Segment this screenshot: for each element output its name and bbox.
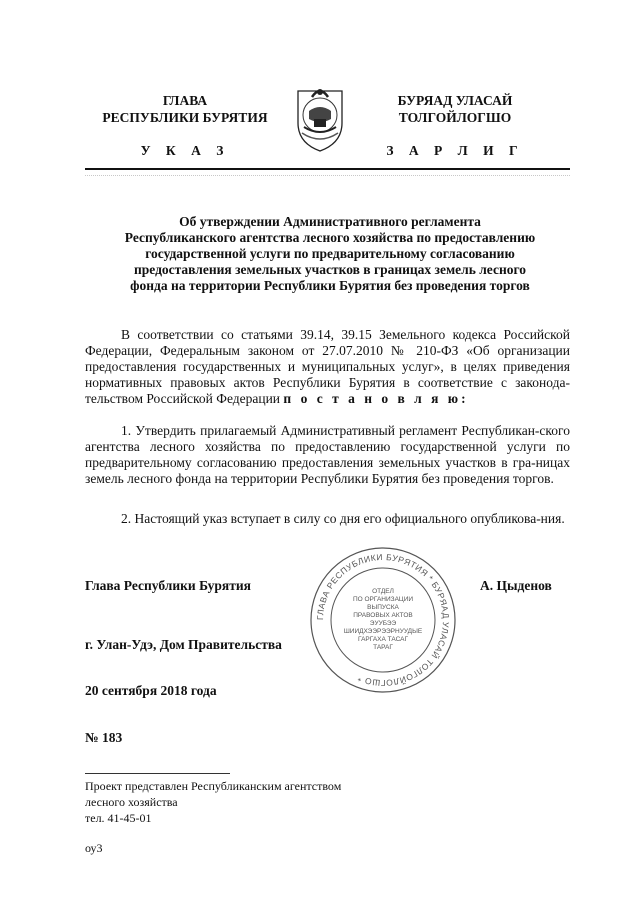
decree-date: 20 сентября 2018 года: [85, 683, 217, 698]
item-1-paragraph: 1. Утвердить прилагаемый Административный регламент Республикан-ского агентства лесного хозяйства по предоставлению государственной услуги по предварительному согласованию предоставления земельных участков в гра-ницах земель лесного фонда на территории Республики Бурятия без проведения торгов.: [85, 423, 570, 486]
stamp-center-line: ПРАВОВЫХ АКТОВ: [353, 612, 413, 619]
title-line: государственной услуги по предварительному согласованию: [145, 246, 515, 261]
title-line: предоставления земельных участков в границах земель лесного: [133, 262, 527, 277]
decree-word: п о с т а н о в л я ю:: [283, 391, 469, 406]
document-title: [100, 214, 560, 294]
preamble-paragraph: [85, 327, 570, 407]
preamble-text: В соответствии со статьями 39.14, 39.15 Земельного кодекса Российской Федерации, Федеральным законом от 27.07.2010 № 210-ФЗ «Об организации предоставления государственных и муниципальных услуг», в целях приведения нормативных правовых актов Республики Бурятия в соответствие с законода-тельством Российской Федерации: [85, 327, 570, 406]
place-of-signing: г. Улан-Удэ, Дом Правительства: [85, 637, 282, 652]
header-left-line2: РЕСПУБЛИКИ БУРЯТИЯ: [102, 110, 268, 125]
footer-phone: тел. 41-45-01: [85, 811, 152, 825]
title-line: Республиканского агентства лесного хозяйства по предоставлению: [124, 230, 536, 245]
header-right: [355, 92, 555, 126]
signature-name: А. Цыденов: [480, 578, 552, 593]
header-dotted-line: [85, 175, 570, 176]
stamp-center-line: ВЫПУСКА: [367, 604, 399, 611]
stamp-center-line: ЭУУБЭЭ: [369, 620, 397, 627]
stamp-center-line: ПО ОРГАНИЗАЦИИ: [352, 596, 414, 603]
title-line: фонда на территории Республики Бурятия без проведения торгов: [130, 278, 530, 293]
emblem-icon: [292, 83, 348, 153]
footer-note: [85, 778, 341, 826]
stamp-center-line: ТАРАГ: [373, 644, 393, 651]
official-stamp: [308, 545, 458, 695]
stamp-center-line: ОТДЕЛ: [372, 588, 394, 595]
footer-code: оу3: [85, 841, 103, 855]
header-divider: [85, 168, 570, 170]
footer-line: Проект представлен Республиканским агентством: [85, 779, 342, 793]
header-left-doc-type: У К А З: [140, 143, 230, 158]
header-left-line1: ГЛАВА: [162, 93, 208, 108]
stamp-seal-icon: [308, 545, 458, 695]
stamp-ring-text: ГЛАВА РЕСПУБЛИКИ БУРЯТИЯ * БУРЯАД УЛАСАЙ ТОЛГОЙЛОГШО *: [314, 551, 452, 689]
item-2-paragraph: 2. Настоящий указ вступает в силу со дня его официального опубликова-ния.: [121, 511, 565, 526]
header-right-doc-type: З А Р Л И Г: [386, 143, 524, 158]
coat-of-arms-emblem: [292, 83, 348, 153]
stamp-center-line: ШИИДХЭЭРЭЭРНУУДЫЕ: [343, 628, 423, 635]
decree-number: № 183: [85, 730, 123, 745]
signature-position: Глава Республики Бурятия: [85, 578, 251, 593]
footer-line: лесного хозяйства: [85, 795, 178, 809]
title-line: Об утверждении Административного регламента: [179, 214, 481, 229]
header-right-line2: ТОЛГОЙЛОГШО: [398, 110, 512, 125]
header-right-line1: БУРЯАД УЛАСАЙ: [397, 93, 513, 108]
footer-divider: [85, 773, 230, 774]
header-left: [90, 92, 280, 126]
stamp-center-line: ГАРГАХА ТАСАГ: [357, 636, 409, 643]
